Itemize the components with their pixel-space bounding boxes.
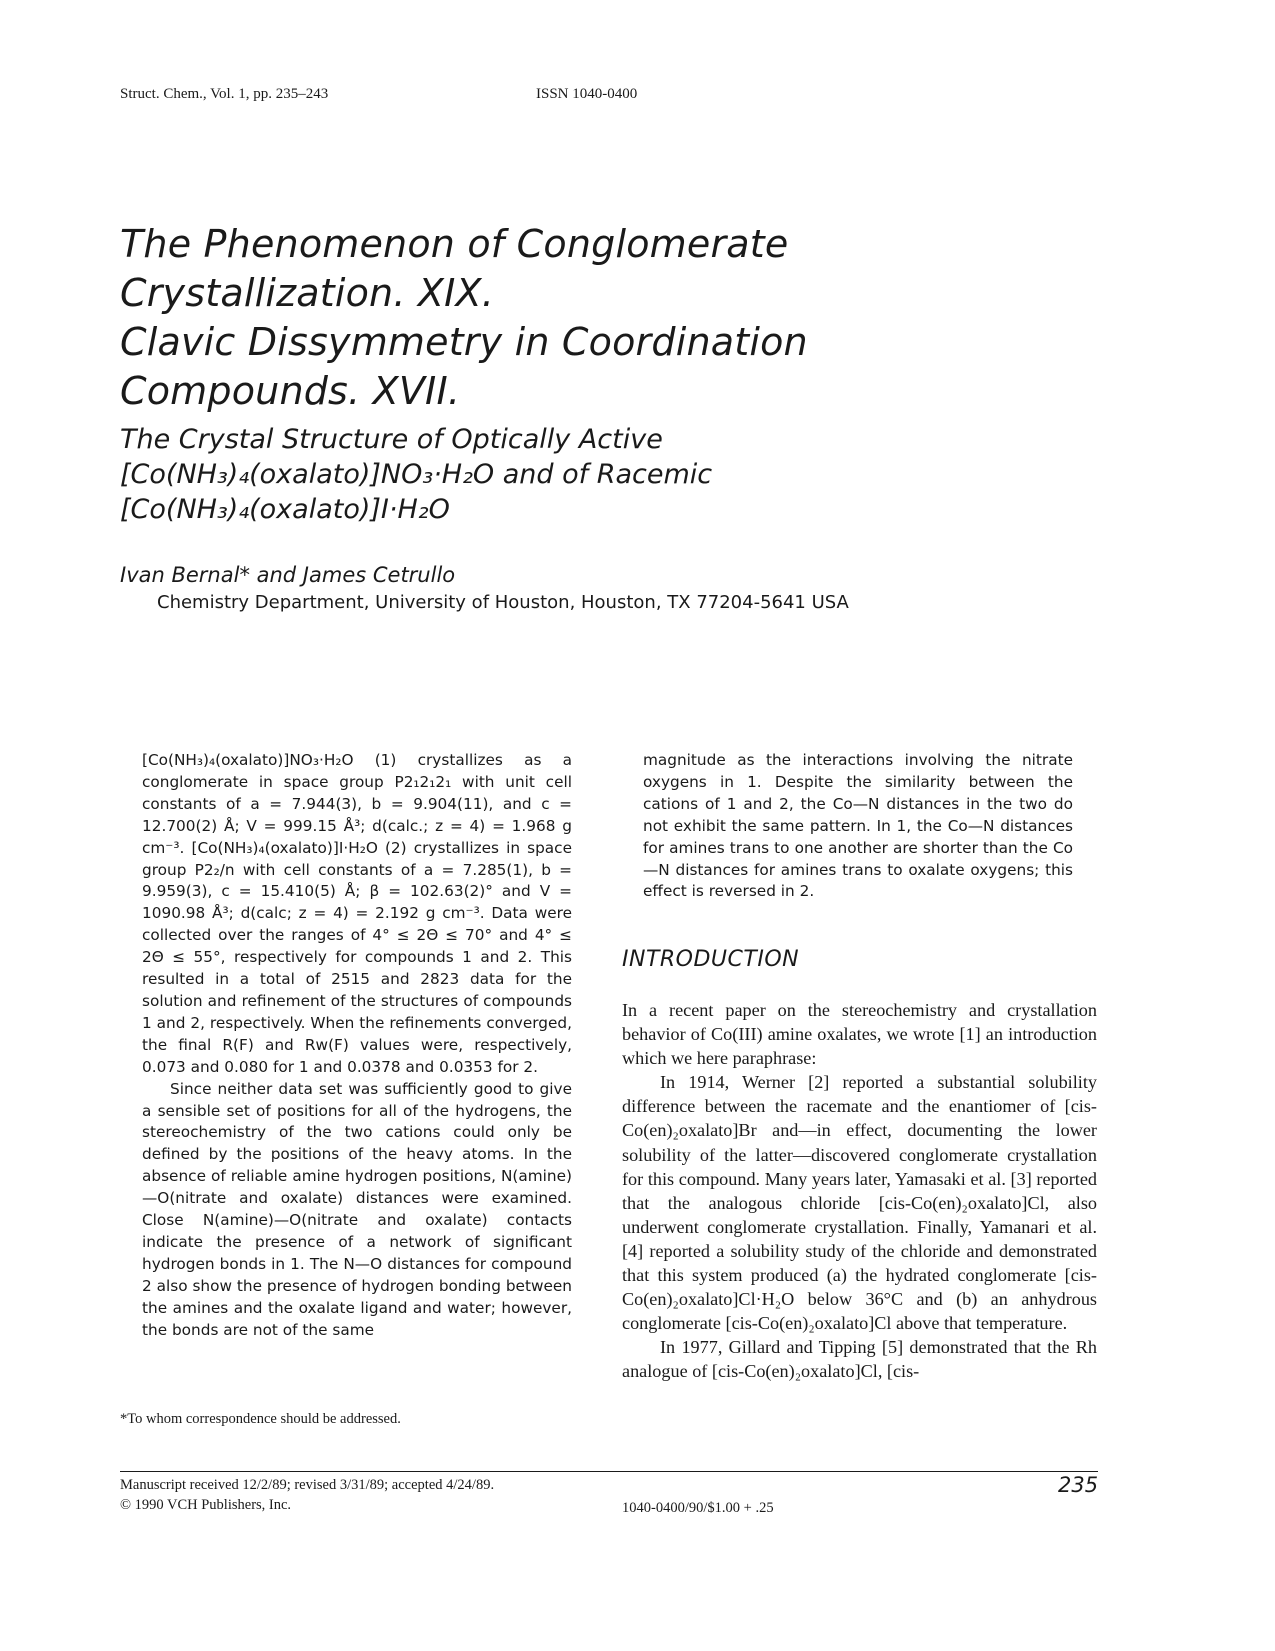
abstract-right-column <box>643 750 1073 903</box>
intro-paragraph: In a recent paper on the stereochemistry and crystallation behavior of Co(III) amine oxalates, we wrote [1] an introduction which we here paraphrase: <box>622 1000 1097 1069</box>
title-line: Compounds. XVII. <box>120 369 461 413</box>
abstract-paragraph: Since neither data set was sufficiently good to give a sensible set of positions for all of the hydrogens, the stereochemistry of the two cations could only be defined by the positions of the heavy atoms. In the absence of reliable amine hydrogen positions, N(amine)—O(nitrate and oxalate) distances were examined. Close N(amine)—O(nitrate and oxalate) contacts indicate the presence of a network of significant hydrogen bonds in 1. The N—O distances for compound 2 also show the presence of hydrogen bonding between the amines and the oxalate ligand and water; however, the bonds are not of the same <box>142 1079 572 1339</box>
authors: Ivan Bernal* and James Cetrullo <box>120 563 456 587</box>
abstract-left-column <box>142 750 572 1341</box>
paper-subtitle <box>120 422 880 527</box>
price-code: 1040-0400/90/$1.00 + .25 <box>622 1500 774 1516</box>
footer-rule <box>120 1471 1098 1472</box>
title-line: Clavic Dissymmetry in Coordination <box>120 320 808 364</box>
abstract-paragraph: [Co(NH₃)₄(oxalato)]NO₃·H₂O (1) crystallizes as a conglomerate in space group P2₁2₁2₁ with unit cell constants of a = 7.944(3), b = 9.904(11), and c = 12.700(2) Å; V = 999.15 Å³; d(calc.; z = 4) = 1.968 g cm⁻³. [Co(NH₃)₄(oxalato)]I·H₂O (2) crystallizes in space group P2₂/n with cell constants of a = 7.285(1), b = 9.959(3), c = 15.410(5) Å; β = 102.63(2)° and V = 1090.98 Å³; d(calc; z = 4) = 2.192 g cm⁻³. Data were collected over the ranges of 4° ≤ 2Θ ≤ 70° and 4° ≤ 2Θ ≤ 55°, respectively for compounds 1 and 2. This resulted in a total of 2515 and 2823 data for the solution and refinement of the structures of compounds 1 and 2, respectively. When the refinements converged, the final R(F) and Rw(F) values were, respectively, 0.073 and 0.080 for 1 and 0.0378 and 0.0353 for 2. <box>142 751 572 1076</box>
journal-citation: Struct. Chem., Vol. 1, pp. 235–243 <box>120 86 329 102</box>
section-heading: INTRODUCTION <box>622 947 800 972</box>
paper-title <box>120 220 880 416</box>
subtitle-line: The Crystal Structure of Optically Active <box>120 424 663 455</box>
footnote: *To whom correspondence should be addressed. <box>120 1411 401 1427</box>
title-line: The Phenomenon of Conglomerate <box>120 222 789 266</box>
abstract-paragraph: magnitude as the interactions involving the nitrate oxygens in 1. Despite the similarity between the cations of 1 and 2, the Co—N distances in the two do not exhibit the same pattern. In 1, the Co—N distances for amines trans to one another are shorter than the Co—N distances for amines trans to oxalate oxygens; this effect is reversed in 2. <box>643 751 1073 901</box>
issn: ISSN 1040-0400 <box>536 86 638 102</box>
introduction-body <box>622 998 1097 1384</box>
title-line: Crystallization. XIX. <box>120 271 495 315</box>
manuscript-dates: Manuscript received 12/2/89; revised 3/31/89; accepted 4/24/89. <box>120 1477 495 1493</box>
page-number: 235 <box>1058 1473 1099 1497</box>
copyright: © 1990 VCH Publishers, Inc. <box>120 1497 292 1513</box>
intro-paragraph: In 1914, Werner [2] reported a substantial solubility difference between the racemate and the enantiomer of [cis-Co(en)₂oxalato]Br and—in effect, documenting the lower solubility of the latter—discovered conglomerate crystallation for this compound. Many years later, Yamasaki et al. [3] reported that the analogous chloride [cis-Co(en)₂oxalato]Cl, also underwent conglomerate crystallation. Finally, Yamanari et al. [4] reported a solubility study of the chloride and demonstrated that this system produced (a) the hydrated conglomerate [cis-Co(en)₂oxalato]Cl·H₂O below 36°C and (b) an anhydrous conglomerate [cis-Co(en)₂oxalato]Cl above that temperature. <box>622 1072 1097 1334</box>
subtitle-line: [Co(NH₃)₄(oxalato)]I·H₂O <box>120 494 450 525</box>
intro-paragraph: In 1977, Gillard and Tipping [5] demonstrated that the Rh analogue of [cis-Co(en)₂oxalato]Cl, [cis- <box>622 1337 1097 1382</box>
affiliation: Chemistry Department, University of Houston, Houston, TX 77204-5641 USA <box>157 592 849 613</box>
subtitle-line: [Co(NH₃)₄(oxalato)]NO₃·H₂O and of Racemic <box>120 459 713 490</box>
